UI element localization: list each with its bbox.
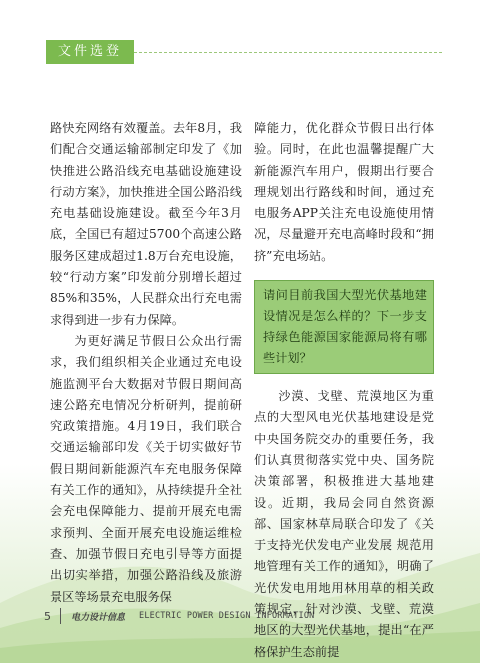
page-footer xyxy=(44,606,440,626)
left-column xyxy=(50,118,242,608)
question-box: 请问目前我国大型光伏基地建设情况是怎么样的？下一步支持绿色能源国家能源局将有哪些计划？ xyxy=(254,280,434,374)
paragraph: 路快充网络有效覆盖。去年8月，我们配合交通运输部制定印发了《加快推进公路沿线充电基础设施建设行动方案》，加快推进全国公路沿线充电基础设施建设。截至今年3月底，全国已有超过5700个高速公路服务区建成超过1.8万台充电设施，较“行动方案”印发前分别增长超过85%和35%，人民群众出行充电需求得到进一步有力保障。 xyxy=(50,121,242,327)
publication-name: 电力设计信息 xyxy=(71,612,126,623)
paragraph: 障能力，优化群众节假日出行体验。同时，在此也温馨提醒广大新能源汽车用户，假期出行要合理规划出行路线和时间，通过充电服务APP关注充电设施使用情况，尽量避开充电高峰时段和“拥挤”充电场站。 xyxy=(254,121,434,263)
footer-divider xyxy=(60,608,61,624)
right-column xyxy=(254,118,434,663)
publication-name-en: ELECTRIC POWER DESIGN INFORMATION xyxy=(139,611,315,621)
paragraph: 为更好满足节假日公众出行需求，我们组织相关企业通过充电设施监测平台大数据对节假日期间高速公路充电情况分析研判，提前研究政策措施。4月19日，我们联合交通运输部印发《关于切实做好节假日期间新能源汽车充电服务保障有关工作的通知》，从持续提升全社会充电保障能力、提前开展充电需求预判、全面开展充电设施运维检查、加强节假日充电引导等方面提出切实举措，加强公路沿线及旅游景区等场景充电服务保 xyxy=(50,333,242,604)
page-number: 5 xyxy=(44,609,51,623)
section-divider xyxy=(134,52,442,53)
paragraph: 沙漠、戈壁、荒漠地区为重点的大型风电光伏基地建设是党中央国务院交办的重要任务，我们认真贯彻落实党中央、国务院决策部署，积极推进大基地建设。近期，我局会同自然资源部、国家林草局联合印发了《关于支持光伏发电产业发展 规范用地管理有关工作的通知》，明确了光伏发电用地用林用草的相关政策规定，针对沙漠、戈壁、荒漠地区的大型光伏基地，提出“在严格保护生态前提 xyxy=(254,389,434,659)
section-tag: 文件选登 xyxy=(46,40,134,64)
